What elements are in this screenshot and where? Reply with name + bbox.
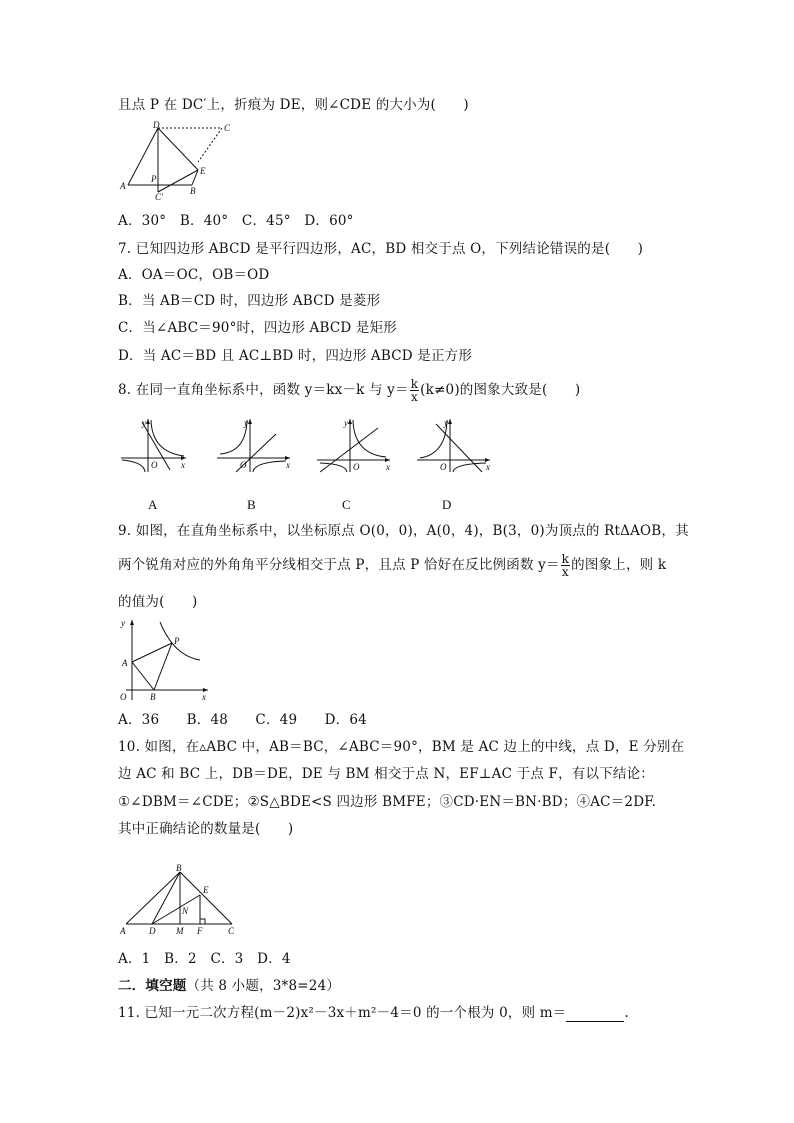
q10-label-C: C [228,926,235,936]
q6-figure [118,120,236,202]
q8a-origin: O [151,460,158,470]
q9-line-2b: 的图象上，则 k [571,557,667,573]
q11-text: 11. 已知一元二次方程(m－2)x²－3x＋m²－4＝0 的一个根为 0，则 m＝ [118,1005,567,1021]
q10-label-F: F [197,926,203,936]
q7-option-d: D．当 AC＝BD 且 AC⊥BD 时，四边形 ABCD 是正方形 [118,348,473,364]
q8-fraction [410,378,419,403]
q9-line-1: 9. 如图，在直角坐标系中，以坐标原点 O(0，0)，A(0，4)，B(3，0)为顶点的 RtΔAOB，其 [118,523,689,539]
q9-figure [116,616,212,702]
q8c-y-label: y [344,418,348,428]
q7-option-c: C．当∠ABC＝90°时，四边形 ABCD 是矩形 [118,320,397,336]
q10-options: A．1 B．2 C．3 D．4 [118,951,291,967]
section-2-title: 二．填空题 [118,978,187,994]
q9-y-label: y [121,618,125,628]
q8-graph-a [118,416,190,474]
q9-line-2 [118,553,666,578]
q7-option-b: B．当 AB＝CD 时，四边形 ABCD 是菱形 [118,293,381,309]
q6-label-B: B [190,186,196,196]
q8a-x-label: x [181,460,185,470]
q8-caption-a: A [148,497,158,512]
q7-stem: 7. 已知四边形 ABCD 是平行四边形，AC，BD 相交于点 O，下列结论错误的是( ) [118,241,644,257]
q9-options: A．36 B．48 C．49 D．64 [118,712,367,728]
q11-answer-blank[interactable] [566,1007,624,1022]
q10-line-4: 其中正确结论的数量是( ) [118,821,294,837]
q8-graph-d [414,416,494,474]
q9-frac-num: k [561,552,570,566]
q11-line [118,1004,629,1022]
q6-label-A: A [120,181,126,191]
q6-label-P: P [151,174,157,184]
q8-stem [118,378,580,403]
q7-option-a: A．OA＝OC，OB＝OD [118,267,270,283]
q6-options: A．30° B．40° C．45° D．60° [118,213,354,229]
q8b-x-label: x [286,460,290,470]
q9-label-A: A [122,658,128,668]
q9-origin: O [120,692,127,702]
q8-frac-den: x [410,390,418,404]
q6-label-Cprime: C′ [155,192,163,202]
q9-line-3: 的值为( ) [118,594,198,610]
q6-label-E: E [200,166,206,176]
q8-caption-b: B [247,497,256,512]
q8d-x-label: x [486,462,490,472]
q9-frac-den: x [561,565,569,579]
section-2-heading [118,977,340,995]
q8-graph-b [214,416,294,474]
q10-label-B: B [176,863,182,873]
q10-label-A: A [120,926,126,936]
q6-stem-tail: 且点 P 在 DC′上，折痕为 DE，则∠CDE 的大小为( ) [118,97,469,113]
q8-stem-b: (k≠0)的图象大致是( ) [420,382,581,398]
q8b-origin: O [240,460,247,470]
q8a-y-label: y [142,418,146,428]
q8c-x-label: x [386,462,390,472]
q9-label-P: P [174,636,180,646]
q8b-y-label: y [244,418,248,428]
q9-fraction [561,553,570,578]
q8c-origin: O [353,462,360,472]
q8-frac-num: k [410,377,419,391]
q9-label-B: B [150,692,156,702]
q9-x-label: x [202,692,206,702]
q8d-y-label: y [444,418,448,428]
q10-line-3: ①∠DBM＝∠CDE；②S△BDE<S 四边形 BMFE；③CD·EN＝BN·BD；④AC＝2DF. [118,794,657,810]
q8-graph-c [314,416,394,474]
q10-label-D: D [149,926,156,936]
q8-caption-c: C [342,497,351,512]
q8-caption-d: D [442,497,452,512]
section-2-note: （共 8 小题，3*8=24） [186,978,341,994]
q11-end: . [624,1005,629,1021]
q10-line-2: 边 AC 和 BC 上，DB＝DE，DE 与 BM 相交于点 N，EF⊥AC 于点 F，有以下结论： [118,766,655,782]
q10-label-N: N [182,906,189,916]
q9-line-2a: 两个锐角对应的外角角平分线相交于点 P，且点 P 恰好在反比例函数 y＝ [118,557,560,573]
q10-label-E: E [203,885,209,895]
q6-label-D: D [153,120,160,130]
q10-line-1: 10. 如图，在▵ABC 中，AB＝BC，∠ABC＝90°，BM 是 AC 边上的中线，点 D，E 分别在 [118,739,685,755]
q8d-origin: O [440,462,447,472]
q10-figure [118,862,238,940]
q10-label-M: M [176,926,184,936]
q6-label-C: C [224,123,231,133]
q8-stem-a: 8. 在同一直角坐标系中，函数 y＝kx－k 与 y＝ [118,382,409,398]
